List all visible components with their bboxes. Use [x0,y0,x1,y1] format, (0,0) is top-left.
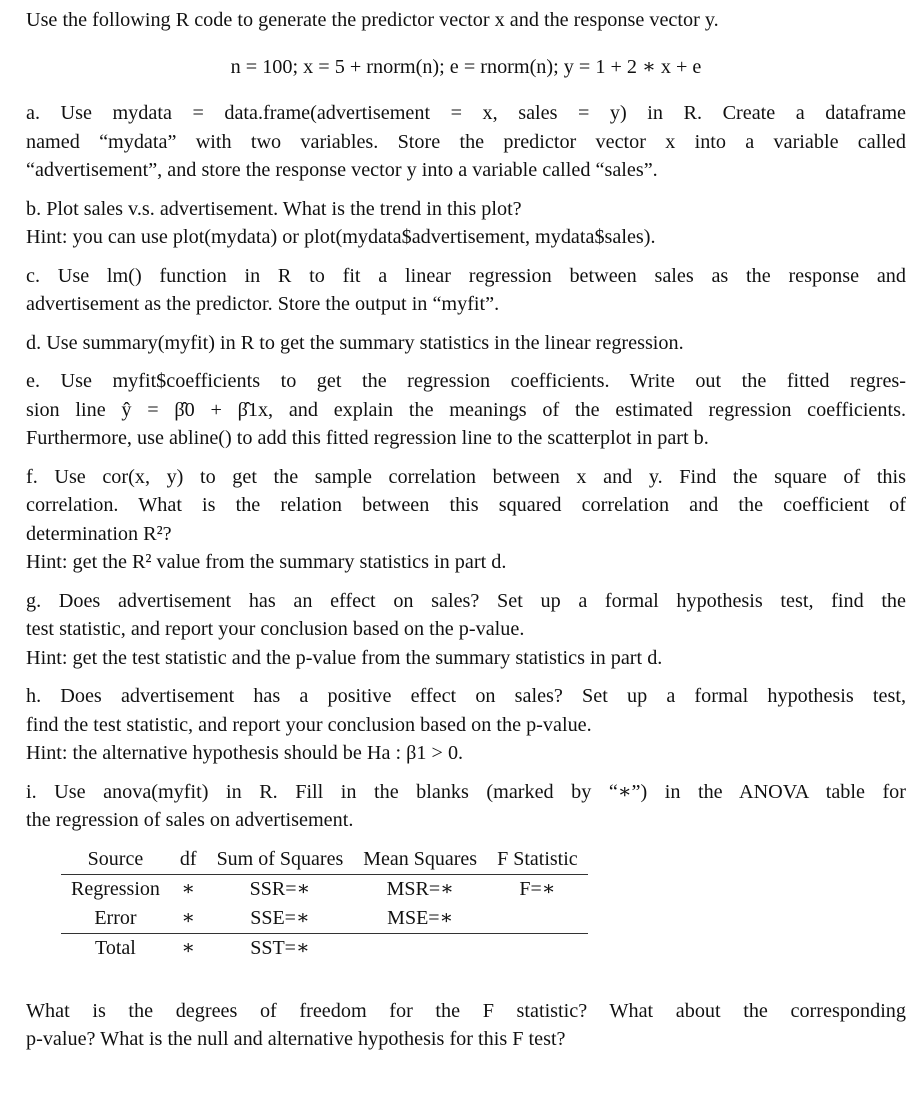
part-i-line-1: i. Use anova(myfit) in R. Fill in the blanks (marked by “∗”) in the ANOVA table for [26,780,906,803]
anova-cell-ms: MSE=∗ [353,904,487,934]
intro-paragraph [26,6,906,35]
final-line-2: p-value? What is the null and alternative hypothesis for this F test? [26,1028,566,1050]
part-a-line-3: “advertisement”, and store the response vector y into a variable called “sales”. [26,159,658,181]
table-row [61,874,588,904]
anova-cell-source: Total [95,936,136,959]
anova-cell-f [487,904,588,934]
part-h-hint: Hint: the alternative hypothesis should be Ha : β1 > 0. [26,742,464,764]
table-row [61,933,588,963]
anova-header-df: df [170,845,207,875]
part-g-line-1: g. Does advertisement has an effect on sales? Set up a formal hypothesis test, find the [26,589,906,612]
anova-cell-df: ∗ [170,904,207,934]
final-line-1: What is the degrees of freedom for the F statistic? What about the corresponding [26,999,906,1022]
anova-header-source: Source [61,845,170,875]
part-a-line-1: a. Use mydata = data.frame(advertisement = x, sales = y) in R. Create a dataframe [26,102,906,124]
part-h [26,682,906,768]
part-b-line-1: b. Plot sales v.s. advertisement. What is the trend in this plot? [26,197,522,220]
anova-cell-ss: SSR=∗ [249,877,311,900]
anova-header-f: F Statistic [487,845,588,875]
problem-sheet [26,6,906,1064]
anova-cell-df: ∗ [181,936,196,959]
part-g [26,587,906,673]
anova-cell-source: Error [61,904,170,934]
part-a-line-2: named “mydata” with two variables. Store the predictor vector x into a variable called [26,130,906,153]
anova-header-ms: Mean Squares [353,845,487,875]
part-d [26,329,906,358]
part-c [26,262,906,319]
anova-cell-source: Regression [71,877,160,900]
anova-table [61,845,588,963]
part-i-line-2: the regression of sales on advertisement. [26,809,354,831]
part-f [26,463,906,577]
part-c-line-1: c. Use lm() function in R to fit a linear regression between sales as the response and [26,264,906,287]
anova-cell-df: ∗ [181,877,196,900]
part-f-line-2: correlation. What is the relation between this squared correlation and the coefficient of [26,494,906,516]
part-h-line-1: h. Does advertisement has a positive effect on sales? Set up a formal hypothesis test, [26,685,906,707]
anova-header-ss: Sum of Squares [207,845,354,875]
part-g-line-2: test statistic, and report your conclusion based on the p-value. [26,618,525,640]
anova-cell-ms: MSR=∗ [386,877,454,900]
part-i [26,778,906,835]
part-a [26,99,906,185]
r-code-line: n = 100; x = 5 + rnorm(n); e = rnorm(n); y = 1 + 2 ∗ x + e [230,55,702,78]
part-b-hint: Hint: you can use plot(mydata) or plot(mydata$advertisement, mydata$sales). [26,226,656,248]
part-f-hint: Hint: get the R² value from the summary statistics in part d. [26,551,507,573]
part-h-line-2: find the test statistic, and report your conclusion based on the p-value. [26,713,592,736]
anova-cell-ss: SST=∗ [250,936,310,959]
anova-cell-f: F=∗ [519,877,556,900]
anova-header-row [61,845,588,875]
final-question [26,997,906,1054]
part-f-line-3: determination R²? [26,522,172,545]
part-g-hint: Hint: get the test statistic and the p-value from the summary statistics in part d. [26,646,663,669]
anova-cell-ms [353,933,487,963]
part-f-line-1: f. Use cor(x, y) to get the sample correlation between x and y. Find the square of this [26,465,906,488]
anova-cell-f [487,933,588,963]
part-c-line-2: advertisement as the predictor. Store the output in “myfit”. [26,293,500,315]
intro-text: Use the following R code to generate the predictor vector x and the response vector y. [26,9,719,31]
part-b [26,195,906,252]
anova-cell-ss: SSE=∗ [207,904,354,934]
part-d-line-1: d. Use summary(myfit) in R to get the summary statistics in the linear regression. [26,331,684,354]
part-e [26,367,906,453]
part-e-line-3: Furthermore, use abline() to add this fitted regression line to the scatterplot in part b. [26,427,709,449]
part-e-line-2: sion line ŷ = β̂0 + β̂1x, and explain the meanings of the estimated regression coefficients. [26,398,906,421]
part-e-line-1: e. Use myfit$coefficients to get the regression coefficients. Write out the fitted regres- [26,370,906,392]
table-row [61,904,588,934]
